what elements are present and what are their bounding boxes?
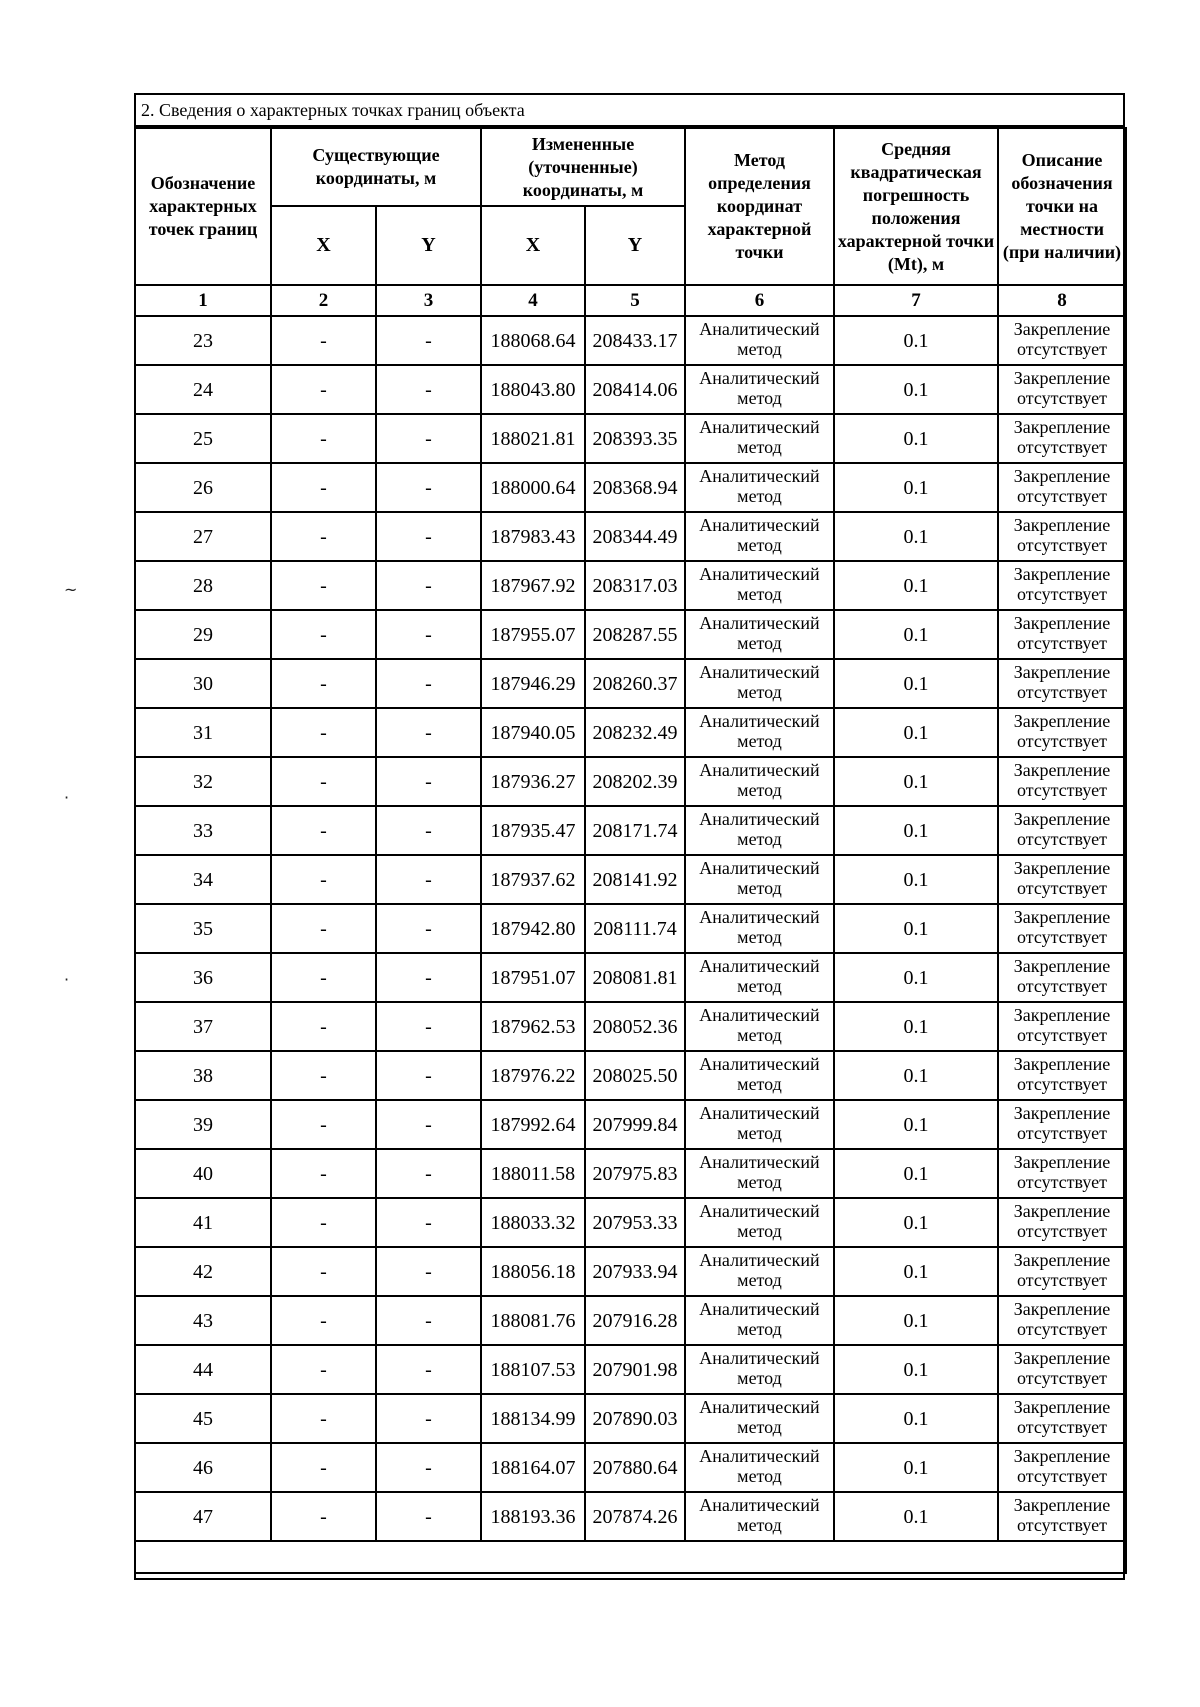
table-body [135,316,1126,1573]
cell-method: Аналитический метод [685,659,834,708]
cell-method: Аналитический метод [685,365,834,414]
scan-mark: ~ [64,580,78,599]
cell-point-id: 24 [135,365,271,414]
cell-description: Закрепление отсутствует [998,1247,1126,1296]
scan-mark: · [64,788,70,807]
header-changed-y: Y [585,206,685,285]
table-row [135,512,1126,561]
cell-existing-x: - [271,1051,376,1100]
cell-existing-y: - [376,610,481,659]
table-row [135,316,1126,365]
cell-changed-x: 187983.43 [481,512,585,561]
cell-changed-x: 188068.64 [481,316,585,365]
cell-changed-x: 187935.47 [481,806,585,855]
cell-mean-error: 0.1 [834,1100,998,1149]
column-number-4: 4 [481,285,585,316]
cell-point-id: 41 [135,1198,271,1247]
cell-existing-y: - [376,806,481,855]
cell-description: Закрепление отсутствует [998,365,1126,414]
cell-changed-y: 208141.92 [585,855,685,904]
cell-changed-x: 187967.92 [481,561,585,610]
cell-mean-error: 0.1 [834,1443,998,1492]
header-method: Метод определения координат характерной точки [685,128,834,285]
cell-changed-y: 207999.84 [585,1100,685,1149]
cell-existing-x: - [271,1296,376,1345]
cell-changed-x: 188134.99 [481,1394,585,1443]
cell-method: Аналитический метод [685,757,834,806]
cell-changed-y: 208171.74 [585,806,685,855]
column-number-3: 3 [376,285,481,316]
cell-description: Закрепление отсутствует [998,757,1126,806]
cell-mean-error: 0.1 [834,1198,998,1247]
cell-existing-x: - [271,855,376,904]
cell-existing-x: - [271,757,376,806]
cell-mean-error: 0.1 [834,1345,998,1394]
cell-description: Закрепление отсутствует [998,708,1126,757]
cell-mean-error: 0.1 [834,1247,998,1296]
cell-existing-y: - [376,1247,481,1296]
cell-changed-x: 187976.22 [481,1051,585,1100]
cell-point-id: 39 [135,1100,271,1149]
cell-changed-y: 208081.81 [585,953,685,1002]
header-existing-coordinates: Существующие координаты, м [271,128,481,206]
empty-row [135,1541,1126,1573]
cell-existing-y: - [376,414,481,463]
cell-existing-x: - [271,1002,376,1051]
table-row [135,1247,1126,1296]
cell-changed-x: 188043.80 [481,365,585,414]
cell-changed-y: 208368.94 [585,463,685,512]
cell-existing-y: - [376,1051,481,1100]
cell-mean-error: 0.1 [834,610,998,659]
cell-existing-x: - [271,1100,376,1149]
column-number-2: 2 [271,285,376,316]
cell-existing-y: - [376,316,481,365]
cell-point-id: 36 [135,953,271,1002]
cell-method: Аналитический метод [685,1247,834,1296]
cell-changed-y: 207874.26 [585,1492,685,1541]
header-point-designation: Обозначение характерных точек границ [135,128,271,285]
cell-point-id: 42 [135,1247,271,1296]
cell-method: Аналитический метод [685,561,834,610]
cell-changed-y: 207916.28 [585,1296,685,1345]
cell-mean-error: 0.1 [834,561,998,610]
cell-existing-x: - [271,659,376,708]
cell-description: Закрепление отсутствует [998,1002,1126,1051]
cell-point-id: 44 [135,1345,271,1394]
cell-existing-x: - [271,708,376,757]
table-row [135,1394,1126,1443]
table-row [135,904,1126,953]
table-row [135,1100,1126,1149]
column-number-1: 1 [135,285,271,316]
cell-existing-y: - [376,757,481,806]
cell-mean-error: 0.1 [834,414,998,463]
column-number-7: 7 [834,285,998,316]
cell-changed-y: 208317.03 [585,561,685,610]
cell-existing-x: - [271,1443,376,1492]
cell-mean-error: 0.1 [834,1296,998,1345]
cell-description: Закрепление отсутствует [998,953,1126,1002]
cell-point-id: 32 [135,757,271,806]
cell-existing-y: - [376,659,481,708]
cell-method: Аналитический метод [685,855,834,904]
cell-point-id: 33 [135,806,271,855]
cell-point-id: 45 [135,1394,271,1443]
cell-changed-y: 207975.83 [585,1149,685,1198]
cell-changed-y: 208433.17 [585,316,685,365]
cell-description: Закрепление отсутствует [998,659,1126,708]
cell-point-id: 46 [135,1443,271,1492]
cell-point-id: 37 [135,1002,271,1051]
cell-mean-error: 0.1 [834,1051,998,1100]
cell-description: Закрепление отсутствует [998,610,1126,659]
cell-changed-y: 208414.06 [585,365,685,414]
cell-changed-x: 188193.36 [481,1492,585,1541]
table-row [135,1051,1126,1100]
cell-changed-x: 187946.29 [481,659,585,708]
cell-changed-y: 208025.50 [585,1051,685,1100]
cell-changed-y: 207890.03 [585,1394,685,1443]
cell-changed-x: 188107.53 [481,1345,585,1394]
cell-point-id: 47 [135,1492,271,1541]
cell-method: Аналитический метод [685,1100,834,1149]
table-row [135,953,1126,1002]
cell-changed-y: 208111.74 [585,904,685,953]
header-changed-coordinates: Измененные (уточненные) координаты, м [481,128,685,206]
cell-point-id: 30 [135,659,271,708]
cell-description: Закрепление отсутствует [998,463,1126,512]
cell-method: Аналитический метод [685,1394,834,1443]
cell-changed-y: 208287.55 [585,610,685,659]
cell-description: Закрепление отсутствует [998,904,1126,953]
cell-existing-x: - [271,463,376,512]
cell-method: Аналитический метод [685,708,834,757]
table-row [135,1002,1126,1051]
cell-method: Аналитический метод [685,512,834,561]
cell-method: Аналитический метод [685,1443,834,1492]
cell-existing-x: - [271,1345,376,1394]
cell-existing-x: - [271,1198,376,1247]
empty-cell [135,1541,1126,1573]
cell-changed-x: 187955.07 [481,610,585,659]
cell-existing-x: - [271,1394,376,1443]
cell-existing-y: - [376,1296,481,1345]
cell-existing-x: - [271,414,376,463]
cell-description: Закрепление отсутствует [998,1492,1126,1541]
cell-changed-y: 208232.49 [585,708,685,757]
table-row [135,1443,1126,1492]
cell-existing-y: - [376,561,481,610]
cell-mean-error: 0.1 [834,463,998,512]
table-row [135,1345,1126,1394]
header-mean-error: Средняя квадратическая погрешность положения характерной точки (Mt), м [834,128,998,285]
cell-method: Аналитический метод [685,1492,834,1541]
table-row [135,414,1126,463]
cell-mean-error: 0.1 [834,1149,998,1198]
table-row [135,806,1126,855]
cell-changed-x: 188000.64 [481,463,585,512]
cell-method: Аналитический метод [685,316,834,365]
cell-mean-error: 0.1 [834,1492,998,1541]
cell-existing-y: - [376,1492,481,1541]
cell-existing-y: - [376,855,481,904]
header-existing-x: X [271,206,376,285]
cell-existing-x: - [271,953,376,1002]
cell-existing-x: - [271,316,376,365]
cell-description: Закрепление отсутствует [998,512,1126,561]
cell-existing-x: - [271,561,376,610]
cell-method: Аналитический метод [685,414,834,463]
cell-point-id: 27 [135,512,271,561]
cell-existing-x: - [271,610,376,659]
column-number-8: 8 [998,285,1126,316]
cell-description: Закрепление отсутствует [998,1100,1126,1149]
cell-existing-y: - [376,1100,481,1149]
cell-existing-y: - [376,1443,481,1492]
cell-method: Аналитический метод [685,1051,834,1100]
cell-existing-y: - [376,1198,481,1247]
cell-changed-x: 187942.80 [481,904,585,953]
table-row [135,561,1126,610]
cell-description: Закрепление отсутствует [998,561,1126,610]
cell-description: Закрепление отсутствует [998,855,1126,904]
cell-changed-x: 187962.53 [481,1002,585,1051]
cell-changed-x: 187936.27 [481,757,585,806]
cell-changed-x: 187940.05 [481,708,585,757]
cell-existing-y: - [376,953,481,1002]
cell-point-id: 40 [135,1149,271,1198]
table-row [135,1149,1126,1198]
cell-method: Аналитический метод [685,953,834,1002]
cell-mean-error: 0.1 [834,708,998,757]
characteristic-points-table [134,127,1127,1574]
cell-method: Аналитический метод [685,463,834,512]
cell-point-id: 29 [135,610,271,659]
cell-mean-error: 0.1 [834,757,998,806]
cell-changed-y: 208260.37 [585,659,685,708]
cell-point-id: 38 [135,1051,271,1100]
cell-method: Аналитический метод [685,1149,834,1198]
cell-existing-x: - [271,365,376,414]
cell-point-id: 26 [135,463,271,512]
cell-existing-x: - [271,1492,376,1541]
cell-method: Аналитический метод [685,1002,834,1051]
cell-mean-error: 0.1 [834,659,998,708]
cell-changed-x: 187992.64 [481,1100,585,1149]
cell-point-id: 23 [135,316,271,365]
column-number-5: 5 [585,285,685,316]
table-row [135,1296,1126,1345]
cell-existing-y: - [376,1149,481,1198]
cell-mean-error: 0.1 [834,512,998,561]
cell-description: Закрепление отсутствует [998,1394,1126,1443]
cell-description: Закрепление отсутствует [998,1443,1126,1492]
cell-mean-error: 0.1 [834,855,998,904]
cell-changed-y: 207880.64 [585,1443,685,1492]
cell-existing-x: - [271,904,376,953]
table-row [135,1492,1126,1541]
cell-description: Закрепление отсутствует [998,414,1126,463]
cell-existing-x: - [271,1247,376,1296]
cell-description: Закрепление отсутствует [998,806,1126,855]
section-title: 2. Сведения о характерных точках границ объекта [136,95,1123,127]
cell-changed-y: 207933.94 [585,1247,685,1296]
cell-changed-x: 187951.07 [481,953,585,1002]
cell-point-id: 35 [135,904,271,953]
cell-mean-error: 0.1 [834,1002,998,1051]
cell-existing-y: - [376,512,481,561]
cell-point-id: 31 [135,708,271,757]
cell-changed-x: 188081.76 [481,1296,585,1345]
cell-method: Аналитический метод [685,806,834,855]
cell-point-id: 25 [135,414,271,463]
table-row [135,659,1126,708]
cell-description: Закрепление отсутствует [998,1296,1126,1345]
cell-method: Аналитический метод [685,610,834,659]
cell-description: Закрепление отсутствует [998,316,1126,365]
cell-existing-y: - [376,1394,481,1443]
cell-mean-error: 0.1 [834,904,998,953]
cell-mean-error: 0.1 [834,953,998,1002]
cell-changed-x: 188021.81 [481,414,585,463]
cell-existing-x: - [271,1149,376,1198]
table-row [135,855,1126,904]
table-row [135,708,1126,757]
cell-changed-x: 188164.07 [481,1443,585,1492]
cell-changed-x: 188056.18 [481,1247,585,1296]
cell-mean-error: 0.1 [834,1394,998,1443]
cell-method: Аналитический метод [685,1296,834,1345]
cell-point-id: 34 [135,855,271,904]
header-point-description: Описание обозначения точки на местности (при наличии) [998,128,1126,285]
cell-point-id: 43 [135,1296,271,1345]
cell-method: Аналитический метод [685,1345,834,1394]
table-row [135,365,1126,414]
table-row [135,757,1126,806]
cell-method: Аналитический метод [685,904,834,953]
cell-changed-x: 188011.58 [481,1149,585,1198]
cell-existing-x: - [271,512,376,561]
cell-mean-error: 0.1 [834,316,998,365]
cell-existing-y: - [376,1345,481,1394]
scan-mark: · [64,970,70,989]
cell-method: Аналитический метод [685,1198,834,1247]
cell-point-id: 28 [135,561,271,610]
cell-changed-y: 208202.39 [585,757,685,806]
cell-changed-x: 187937.62 [481,855,585,904]
cell-description: Закрепление отсутствует [998,1345,1126,1394]
cell-existing-x: - [271,806,376,855]
cell-existing-y: - [376,365,481,414]
cell-description: Закрепление отсутствует [998,1149,1126,1198]
cell-mean-error: 0.1 [834,365,998,414]
table-row [135,1198,1126,1247]
cell-mean-error: 0.1 [834,806,998,855]
cell-description: Закрепление отсутствует [998,1198,1126,1247]
cell-changed-y: 207901.98 [585,1345,685,1394]
cell-changed-y: 208393.35 [585,414,685,463]
header-changed-x: X [481,206,585,285]
cell-changed-x: 188033.32 [481,1198,585,1247]
cell-changed-y: 208052.36 [585,1002,685,1051]
column-number-6: 6 [685,285,834,316]
cell-existing-y: - [376,463,481,512]
cell-changed-y: 207953.33 [585,1198,685,1247]
cell-existing-y: - [376,904,481,953]
cell-changed-y: 208344.49 [585,512,685,561]
header-existing-y: Y [376,206,481,285]
cell-existing-y: - [376,1002,481,1051]
cell-existing-y: - [376,708,481,757]
cell-description: Закрепление отсутствует [998,1051,1126,1100]
table-row [135,610,1126,659]
table-row [135,463,1126,512]
